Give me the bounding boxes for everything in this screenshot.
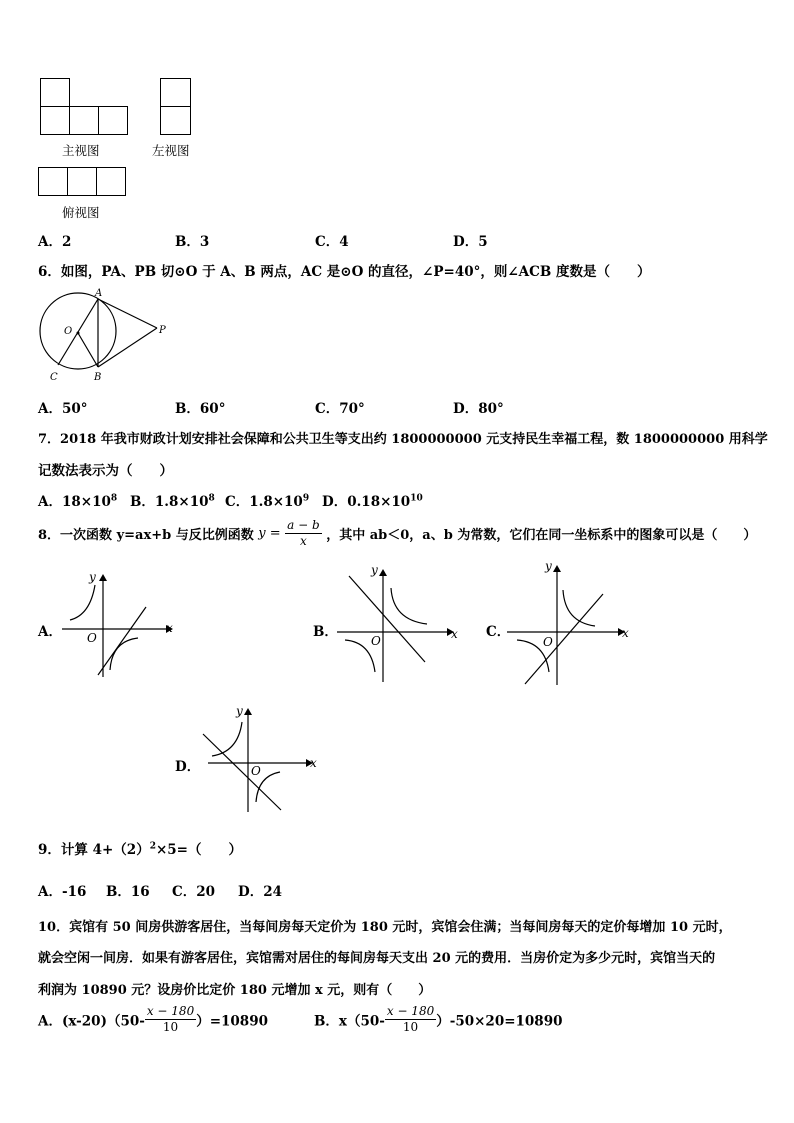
- q10-option-b[interactable]: B．x（50- $\frac{x - 180}{10}$ ）-50×20=10890: [314, 1004, 563, 1034]
- q5-option-b[interactable]: B．3: [175, 234, 210, 250]
- q6-option-b[interactable]: B．60°: [175, 401, 226, 417]
- q10-stem-line1: 10．宾馆有 50 间房供游客居住，当每间房每天定价为 180 元时，宾馆会住满；当每间房每天的定价每增加 10 元时，: [38, 920, 732, 935]
- q7-option-b[interactable]: B．$1.8\times 10^8$: [130, 493, 215, 510]
- q9-stem: 9．计算 $4+(2)^2\times 5=$（ ）: [38, 841, 242, 858]
- axis-x: x: [310, 756, 317, 770]
- front-view-caption: 主视图: [62, 143, 100, 158]
- origin: O: [371, 634, 381, 648]
- q8-option-a[interactable]: A．: [38, 624, 62, 640]
- q7-stem-line2: 记数法表示为（ ）: [38, 463, 173, 479]
- q5-option-c[interactable]: C．4: [315, 234, 349, 250]
- origin: O: [543, 635, 553, 649]
- axis-y: y: [89, 570, 96, 584]
- label-b: B: [94, 372, 102, 383]
- q8-graph-d: [198, 700, 328, 815]
- axis-y: y: [371, 563, 378, 577]
- q7-option-a[interactable]: A．$18\times 10^8$: [38, 493, 118, 510]
- left-view-caption: 左视图: [152, 143, 190, 158]
- q6-option-d[interactable]: D．80°: [453, 401, 504, 417]
- q6-circle-diagram: [30, 283, 180, 388]
- q9-option-c[interactable]: C．20: [172, 884, 216, 900]
- q8-option-d[interactable]: D．: [175, 759, 201, 775]
- q8-option-c[interactable]: C．: [486, 624, 511, 640]
- q6-stem: 6．如图，PA、PB 切⊙O 于 A、B 两点，AC 是⊙O 的直径，∠P=40°，则∠ACB 度数是（ ）: [38, 264, 651, 280]
- axis-x: x: [166, 621, 173, 635]
- q9-option-d[interactable]: D．24: [238, 884, 282, 900]
- q7-option-d[interactable]: D．$0.18\times 10^{10}$: [322, 493, 423, 510]
- axis-x: x: [451, 627, 458, 641]
- q6-option-a[interactable]: A．50°: [38, 401, 88, 417]
- axis-y: y: [545, 560, 552, 573]
- axis-y: y: [236, 704, 243, 718]
- q7-option-c[interactable]: C．$1.8\times 10^9$: [225, 493, 310, 510]
- origin: O: [251, 764, 261, 778]
- axis-x: x: [622, 626, 629, 640]
- q6-option-c[interactable]: C．70°: [315, 401, 365, 417]
- q8-option-b[interactable]: B．: [313, 624, 338, 640]
- q5-option-d[interactable]: D．5: [453, 234, 488, 250]
- q7-stem-line1: 7．2018 年我市财政计划安排社会保障和公共卫生等支出约 1800000000 元支持民生幸福工程，数 1800000000 用科学: [38, 432, 768, 447]
- q8-stem: 8．一次函数 y=ax+b 与反比例函数 y = $\frac{a - b}{x}$ ，其中 ab＜0，a、b 为常数，它们在同一坐标系中的图象可以是（ ）: [38, 518, 757, 548]
- q8-fraction: $\frac{a - b}{x}$: [287, 518, 320, 548]
- label-o: O: [64, 326, 73, 337]
- q10-stem-line2: 就会空闲一间房．如果有游客居住，宾馆需对居住的每间房每天支出 20 元的费用．当房价定为多少元时，宾馆当天的: [38, 951, 716, 966]
- q9-option-a[interactable]: A．-16: [38, 884, 87, 900]
- origin: O: [87, 631, 97, 645]
- q9-option-b[interactable]: B．16: [106, 884, 150, 900]
- label-p: P: [159, 325, 166, 336]
- q8-graph-a: [60, 565, 185, 680]
- q8-graph-c: [505, 560, 635, 690]
- q5-option-a[interactable]: A．2: [38, 234, 72, 250]
- label-c: C: [50, 372, 58, 383]
- q10-option-a[interactable]: A．(x-20)（50- $\frac{x - 180}{10}$ ）=10890: [38, 1004, 268, 1034]
- label-a: A: [95, 288, 103, 299]
- top-view-caption: 俯视图: [62, 205, 100, 220]
- q8-graph-b: [335, 560, 465, 685]
- q10-stem-line3: 利润为 10890 元？设房价比定价 180 元增加 x 元，则有（ ）: [38, 983, 432, 998]
